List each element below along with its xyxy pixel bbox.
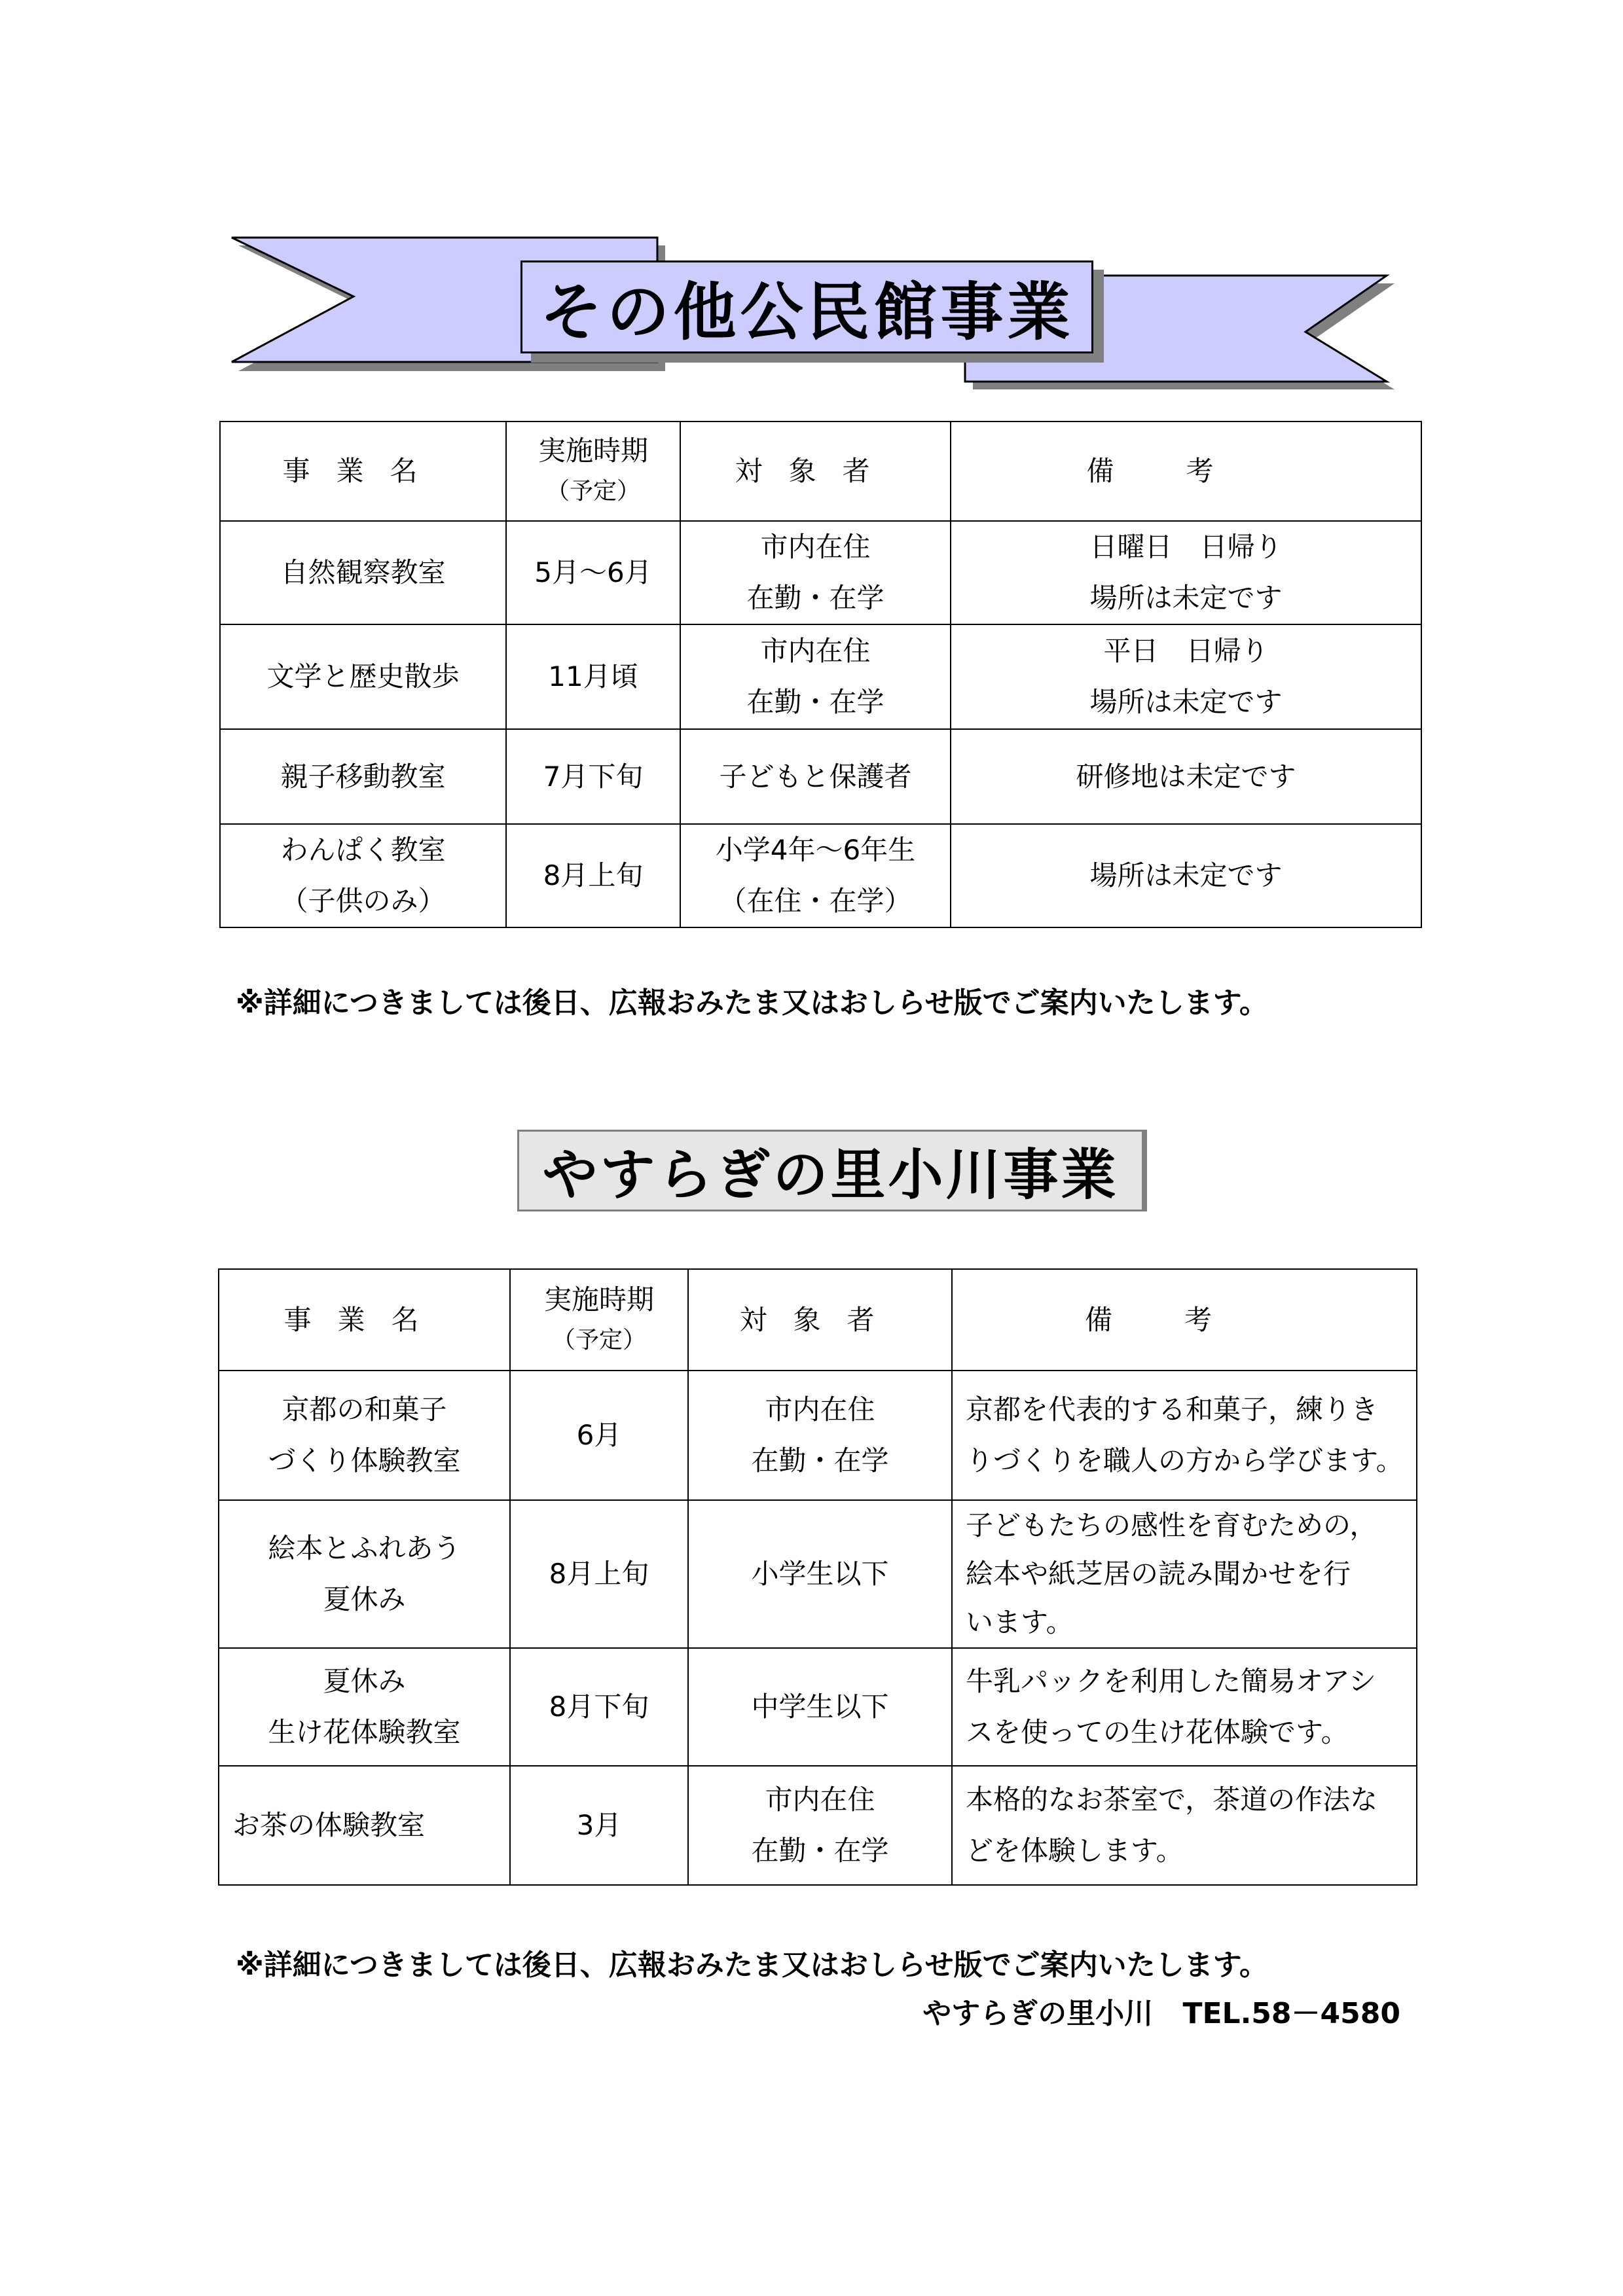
section2-title: やすらぎの里小川事業 xyxy=(517,1130,1147,1211)
header-remarks: 備考 xyxy=(952,1269,1417,1371)
table-row xyxy=(220,521,1421,624)
contact-line xyxy=(922,1990,1400,2032)
header-remarks: 備考 xyxy=(951,422,1421,521)
contact-name: やすらぎの里小川 xyxy=(922,1997,1154,2030)
cell-remarks: 京都を代表的する和菓子，練りき りづくりを職人の方から学びます。 xyxy=(952,1371,1417,1500)
cell-target: 小学生以下 xyxy=(688,1500,952,1648)
cell-period: 8月下旬 xyxy=(510,1648,688,1766)
cell-period: 6月 xyxy=(510,1371,688,1500)
table-row xyxy=(220,624,1421,729)
cell-period: 11月頃 xyxy=(506,624,680,729)
cell-period: 7月下旬 xyxy=(506,729,680,824)
header-period: 実施時期 （予定） xyxy=(510,1269,688,1371)
section1-note: ※詳細につきましては後日、広報おみたま又はおしらせ版でご案内いたします。 xyxy=(236,986,1269,1020)
table-row xyxy=(219,1648,1417,1766)
cell-remarks: 子どもたちの感性を育むための， 絵本や紙芝居の読み聞かせを行 います。 xyxy=(952,1500,1417,1648)
cell-remarks: 牛乳パックを利用した簡易オアシ スを使っての生け花体験です。 xyxy=(952,1648,1417,1766)
cell-period: 8月上旬 xyxy=(506,824,680,927)
cell-name: 自然観察教室 xyxy=(220,521,506,624)
cell-name: 親子移動教室 xyxy=(220,729,506,824)
section1-title: その他公民館事業 xyxy=(520,260,1093,353)
cell-remarks: 平日 日帰り 場所は未定です xyxy=(951,624,1421,729)
table-header-row xyxy=(219,1269,1417,1371)
section2-table xyxy=(218,1268,1417,1886)
contact-tel: TEL.58－4580 xyxy=(1182,1997,1400,2030)
cell-target: 市内在住 在勤・在学 xyxy=(680,624,951,729)
table-header-row xyxy=(220,422,1421,521)
table-row xyxy=(219,1371,1417,1500)
header-target: 対象者 xyxy=(680,422,951,521)
cell-name: 京都の和菓子 づくり体験教室 xyxy=(219,1371,510,1500)
cell-remarks: 本格的なお茶室で，茶道の作法な どを体験します。 xyxy=(952,1766,1417,1885)
cell-name: 文学と歴史散歩 xyxy=(220,624,506,729)
cell-target: 市内在住 在勤・在学 xyxy=(688,1371,952,1500)
table-row xyxy=(220,729,1421,824)
cell-target: 市内在住 在勤・在学 xyxy=(688,1766,952,1885)
cell-target: 小学4年～6年生 （在住・在学） xyxy=(680,824,951,927)
header-period: 実施時期 （予定） xyxy=(506,422,680,521)
cell-remarks: 研修地は未定です xyxy=(951,729,1421,824)
table-row xyxy=(219,1500,1417,1648)
cell-target: 市内在住 在勤・在学 xyxy=(680,521,951,624)
header-name: 事業名 xyxy=(220,422,506,521)
cell-period: 3月 xyxy=(510,1766,688,1885)
cell-name: 夏休み 生け花体験教室 xyxy=(219,1648,510,1766)
table-row xyxy=(219,1766,1417,1885)
cell-remarks: 場所は未定です xyxy=(951,824,1421,927)
table-row xyxy=(220,824,1421,927)
cell-name: お茶の体験教室 xyxy=(219,1766,510,1885)
cell-period: 8月上旬 xyxy=(510,1500,688,1648)
cell-name: わんぱく教室 （子供のみ） xyxy=(220,824,506,927)
cell-target: 中学生以下 xyxy=(688,1648,952,1766)
cell-remarks: 日曜日 日帰り 場所は未定です xyxy=(951,521,1421,624)
cell-name: 絵本とふれあう 夏休み xyxy=(219,1500,510,1648)
header-target: 対象者 xyxy=(688,1269,952,1371)
cell-target: 子どもと保護者 xyxy=(680,729,951,824)
cell-period: 5月～6月 xyxy=(506,521,680,624)
header-name: 事業名 xyxy=(219,1269,510,1371)
section2-note: ※詳細につきましては後日、広報おみたま又はおしらせ版でご案内いたします。 xyxy=(236,1948,1269,1982)
section1-table xyxy=(219,421,1422,928)
